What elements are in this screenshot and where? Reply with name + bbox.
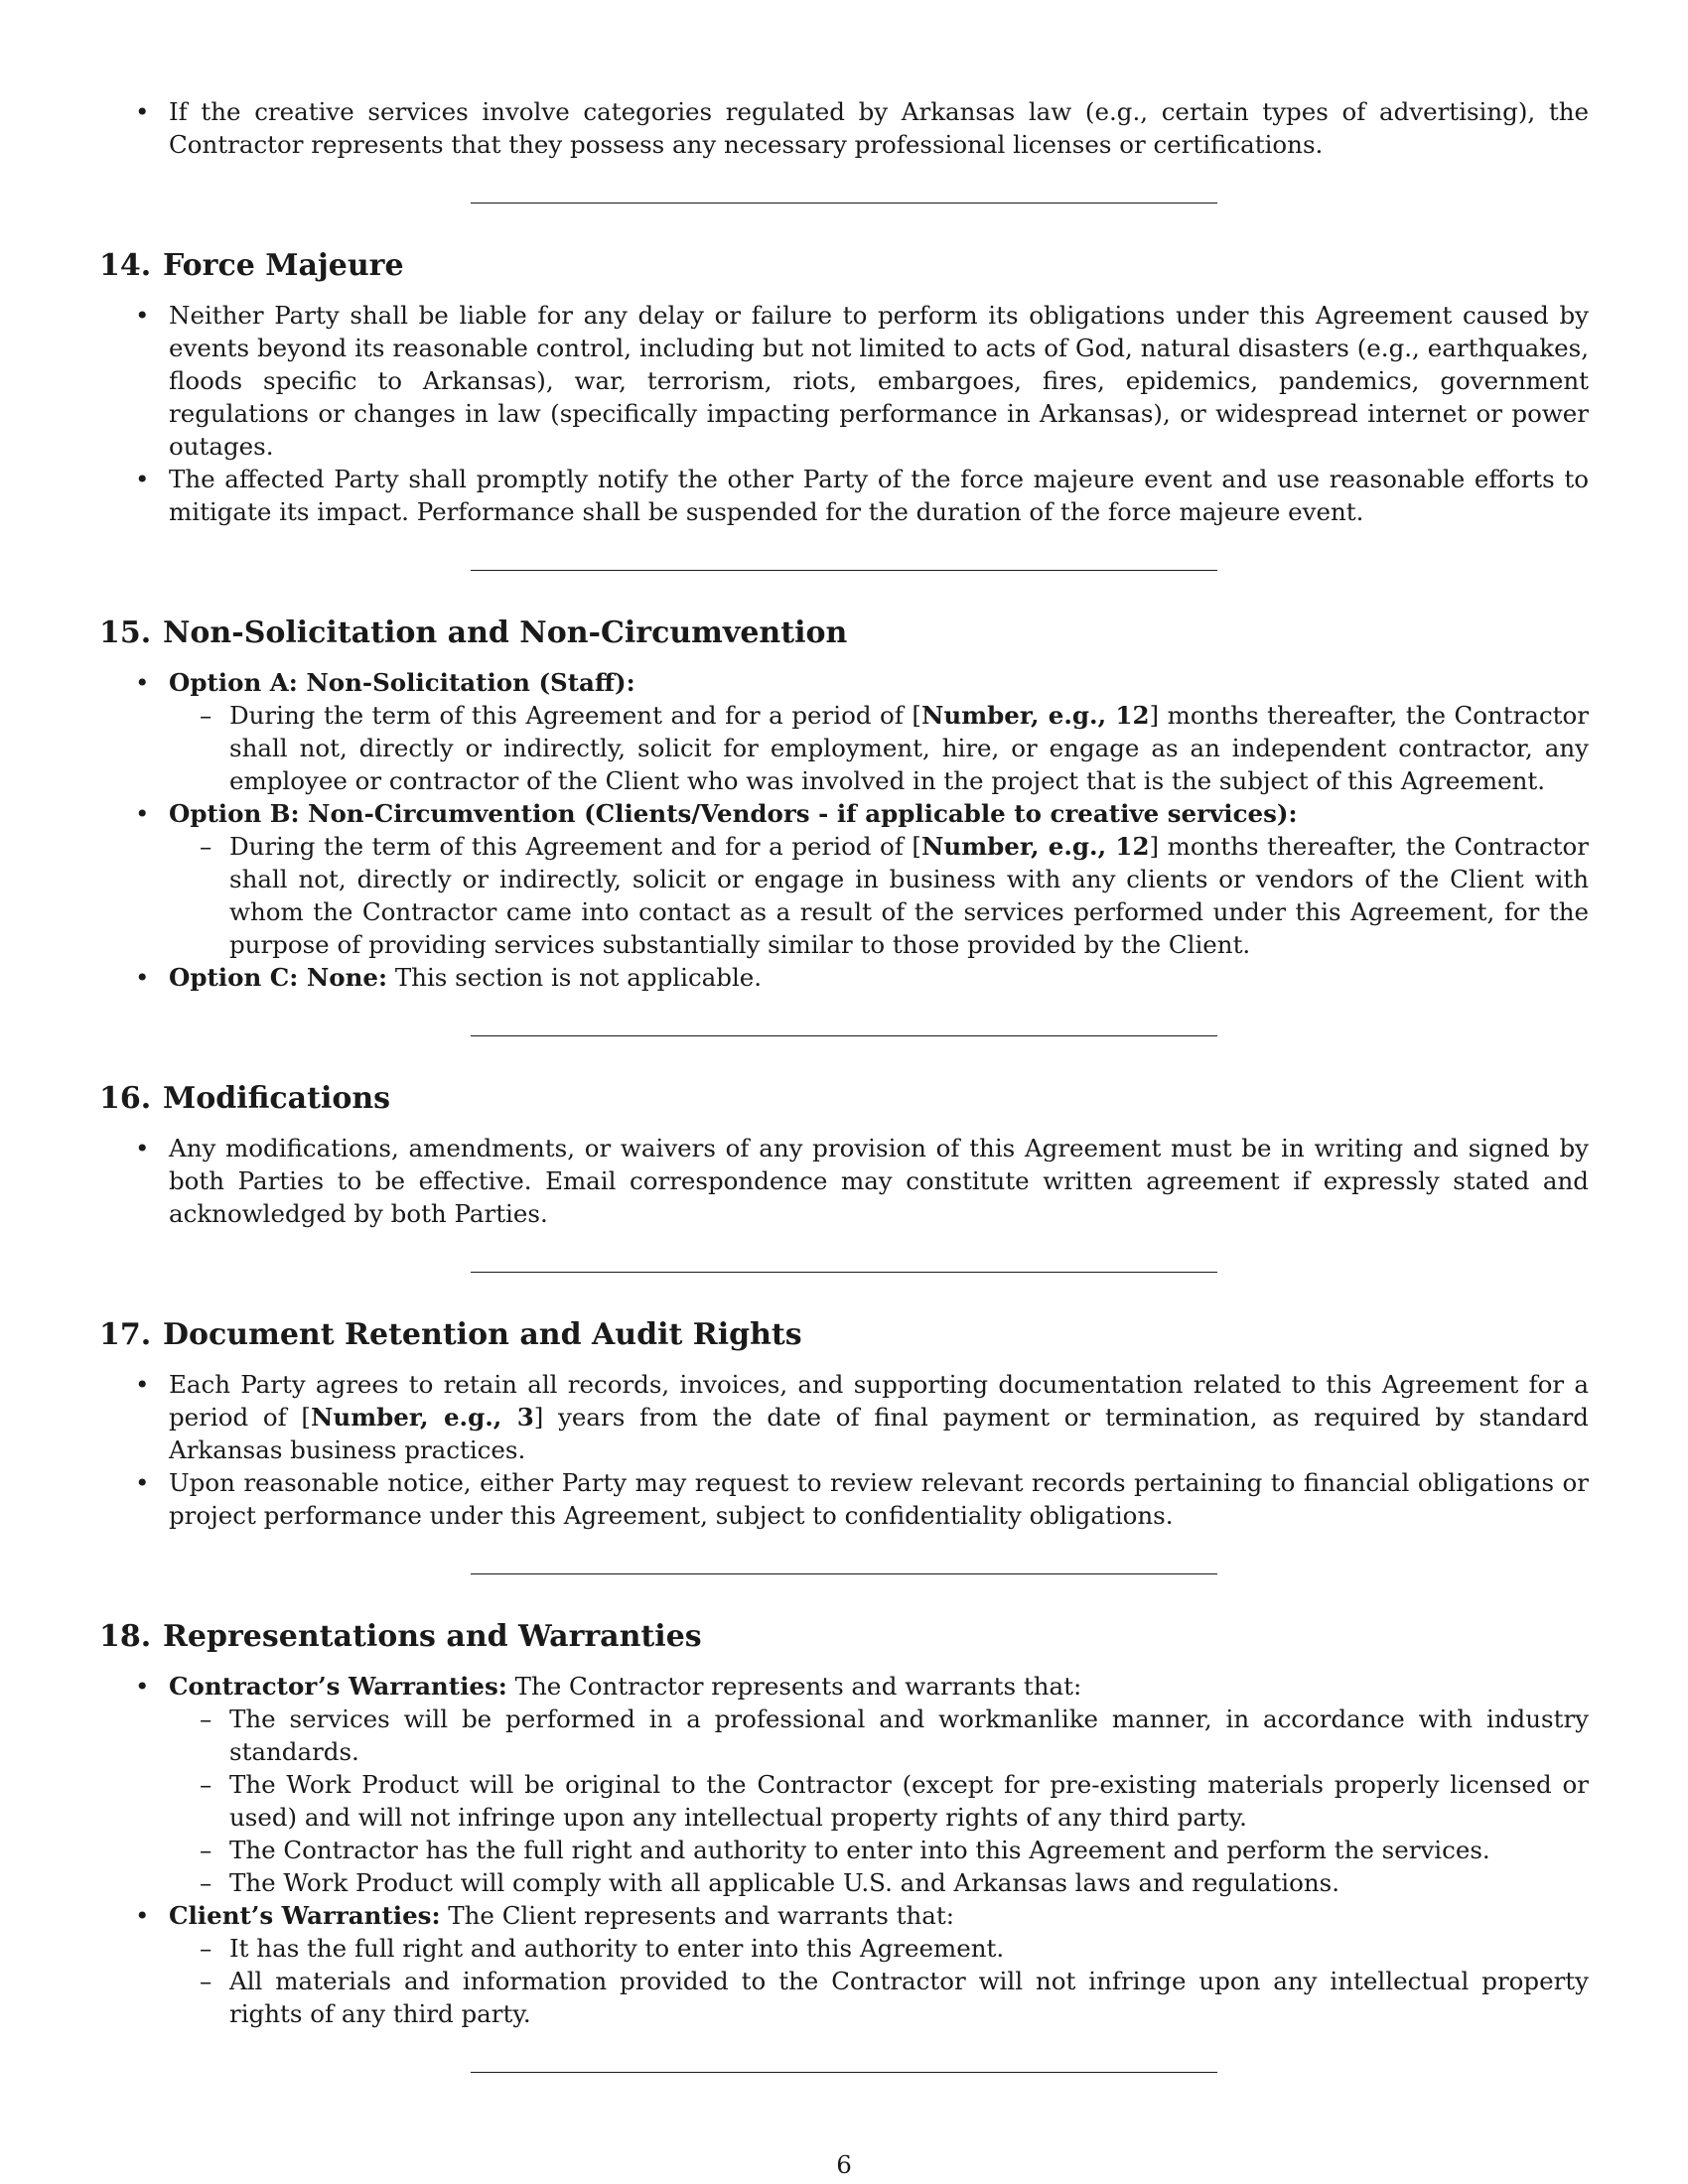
list-item: • Any modifications, amendments, or waivers of any provision of this Agreement must be in writing and signed by both Parties to be effective. Email correspondence may constitute written agreement if expressly stated and acknowledged by both Parties. (99, 1132, 1589, 1230)
section-14 (99, 247, 1589, 528)
section-number: 14. (99, 248, 152, 283)
list-item (99, 1670, 1589, 1899)
sub-list (169, 1703, 1589, 1899)
option-label: Option C: None: (169, 963, 388, 992)
clause-text: ] months thereafter, the Contractor shall not, directly or indirectly, solicit or engage in business with any clients or vendors of the Client with whom the Contractor came into contact as a result of the services performed under this Agreement, for the purpose of providing services substantially similar to those provided by the Client. (229, 832, 1589, 959)
section-title: Representations and Warranties (163, 1619, 702, 1654)
clause-text: During the term of this Agreement and for a period of [ (229, 701, 921, 730)
clause-text: ] years from the date of final payment or termination, as required by standard Arkansas business practices. (169, 1403, 1589, 1464)
section-list (99, 666, 1589, 994)
option-label: Option A: Non-Solicitation (Staff): (169, 668, 635, 697)
section-heading (99, 614, 1589, 652)
section-number: 17. (99, 1317, 152, 1352)
intro-list (99, 95, 1589, 161)
section-heading (99, 1316, 1589, 1354)
section-title: Document Retention and Audit Rights (163, 1317, 802, 1352)
list-item: • If the creative services involve categories regulated by Arkansas law (e.g., certain types of advertising), the Contractor represents that they possess any necessary professional licenses or certifications. (99, 95, 1589, 161)
section-title: Force Majeure (163, 248, 404, 283)
warranty-label: Contractor’s Warranties: (169, 1672, 507, 1701)
section-heading (99, 1080, 1589, 1118)
section-15 (99, 614, 1589, 994)
warranty-label: Client’s Warranties: (169, 1901, 441, 1930)
list-item (99, 1899, 1589, 2030)
section-17 (99, 1316, 1589, 1532)
sub-list-item: – It has the full right and authority to enter into this Agreement. (169, 1932, 1589, 1965)
list-item (99, 961, 1589, 994)
list-item: • Upon reasonable notice, either Party may request to review relevant records pertaining to financial obligations or project performance under this Agreement, subject to confidentiality obligations. (99, 1466, 1589, 1532)
sub-list-item: – The Work Product will comply with all applicable U.S. and Arkansas laws and regulations. (169, 1866, 1589, 1899)
sub-list (169, 830, 1589, 961)
section-divider (471, 2072, 1217, 2073)
section-number: 15. (99, 615, 152, 650)
option-label: Option B: Non-Circumvention (Clients/Vendors - if applicable to creative services): (169, 799, 1298, 828)
clause-text: ] months thereafter, the Contractor shall not, directly or indirectly, solicit for employment, hire, or engage as an independent contractor, any employee or contractor of the Client who was involved in the project that is the subject of this Agreement. (229, 701, 1589, 795)
section-heading (99, 247, 1589, 285)
clause-text: The Client represents and warrants that: (440, 1901, 954, 1930)
section-list (99, 1132, 1589, 1230)
clause-text: Each Party agrees to retain all records, invoices, and supporting documentation related to this Agreement for a period of [ (169, 1370, 1589, 1432)
page-content (99, 95, 1589, 2073)
section-divider (471, 203, 1217, 204)
section-divider (471, 1573, 1217, 1574)
sub-list-item: – The Work Product will be original to the Contractor (except for pre-existing materials properly licensed or used) and will not infringe upon any intellectual property rights of any third party. (169, 1768, 1589, 1834)
clause-text: This section is not applicable. (387, 963, 763, 992)
page-number: 6 (836, 2150, 852, 2179)
sub-list-item (169, 830, 1589, 961)
placeholder-value: Number, e.g., 12 (921, 832, 1150, 861)
list-item: • Neither Party shall be liable for any delay or failure to perform its obligations under this Agreement caused by events beyond its reasonable control, including but not limited to acts of God, natural disasters (e.g., earthquakes, floods specific to Arkansas), war, terrorism, riots, embargoes, fires, epidemics, pandemics, government regulations or changes in law (specifically impacting performance in Arkansas), or widespread internet or power outages. (99, 299, 1589, 463)
section-16 (99, 1080, 1589, 1230)
section-title: Modifications (163, 1081, 391, 1116)
section-divider (471, 1272, 1217, 1273)
section-list (99, 1670, 1589, 2030)
list-item (99, 1368, 1589, 1466)
section-number: 16. (99, 1081, 152, 1116)
clause-text: The Contractor represents and warrants that: (506, 1672, 1082, 1701)
list-item: • The affected Party shall promptly notify the other Party of the force majeure event and use reasonable efforts to mitigate its impact. Performance shall be suspended for the duration of the force majeure event. (99, 463, 1589, 528)
clause-text: During the term of this Agreement and for a period of [ (229, 832, 921, 861)
list-item (99, 666, 1589, 797)
section-title: Non-Solicitation and Non-Circumvention (163, 615, 848, 650)
section-18 (99, 1618, 1589, 2030)
section-divider (471, 1035, 1217, 1036)
sub-list-item (169, 699, 1589, 797)
sub-list-item: – All materials and information provided to the Contractor will not infringe upon any intellectual property rights of any third party. (169, 1965, 1589, 2030)
sub-list-item: – The services will be performed in a professional and workmanlike manner, in accordance with industry standards. (169, 1703, 1589, 1768)
section-heading (99, 1618, 1589, 1656)
placeholder-value: Number, e.g., 12 (921, 701, 1150, 730)
sub-list-item: – The Contractor has the full right and authority to enter into this Agreement and perform the services. (169, 1834, 1589, 1866)
list-item (99, 797, 1589, 961)
sub-list (169, 1932, 1589, 2030)
section-divider (471, 570, 1217, 571)
sub-list (169, 699, 1589, 797)
section-list (99, 299, 1589, 528)
placeholder-value: Number, e.g., 3 (311, 1403, 534, 1432)
section-list (99, 1368, 1589, 1532)
section-number: 18. (99, 1619, 152, 1654)
